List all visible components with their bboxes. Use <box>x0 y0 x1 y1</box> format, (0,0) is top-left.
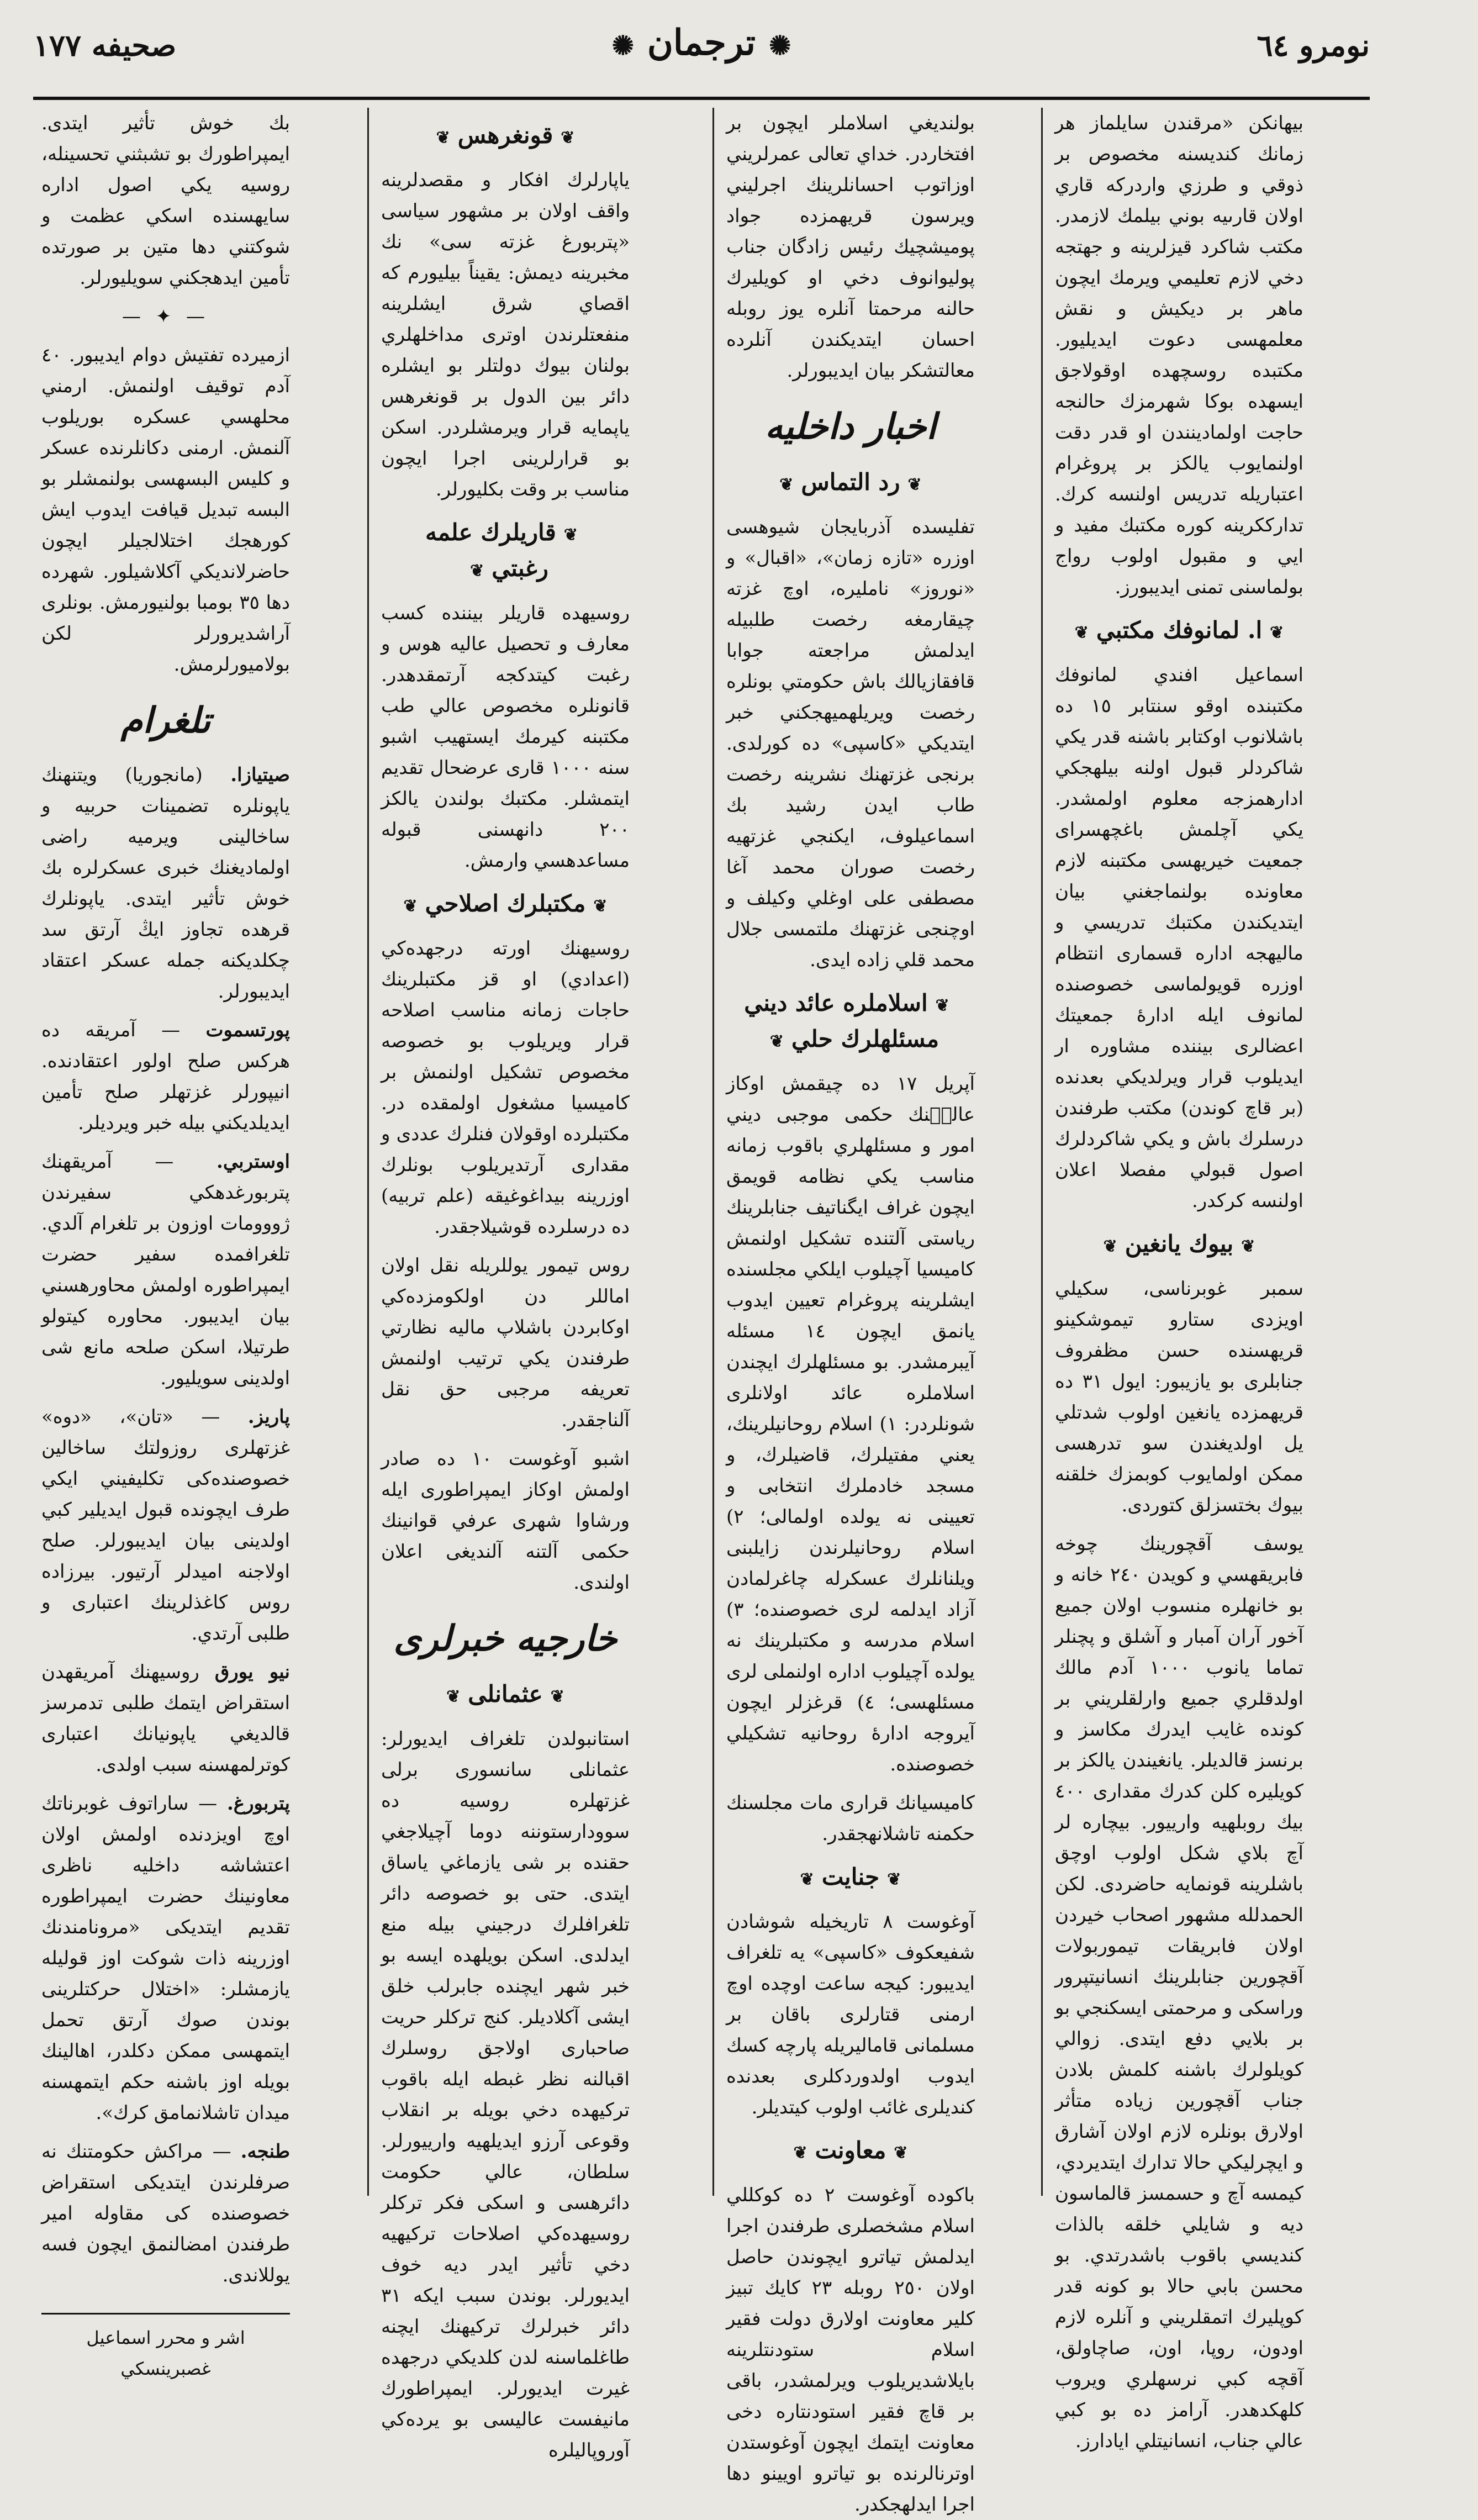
newspaper-title <box>33 22 1370 64</box>
ornament-icon: ❦ <box>769 1032 784 1051</box>
paragraph: پتربورغ. — ساراتوف غوبرناتك اوچ اويزدنده اولمش اولان اعتشاشه داخليه ناظرى معاونينك حضرت ايمپراطوره تقديم ايتديكى «مرونامندنك اوزرينه ذات شوكت اوز قوليله يازمشلر: «اختلال حركتلرينى بوندن صوك آرتق تحمل ايتمهسى ممكن دكلدر، اهالينك بويله اوز باشنه حكم ايتمهسنه ميدان تاشلانمامق كرك». <box>41 1793 291 2124</box>
paragraph: آوغوست ٨ تاريخيله شوشادن شفيعكوف «كاسپى» يه تلغراف ايديبور: كيجه ساعت اوچده اوچ ارمنى قتارلرى باقان بر مسلمانى قاماليريله پارچه كسك ايدوب اولدوردكلرى بعدنده كنديلرى غائب اولوب كيتديلر. <box>726 1911 975 2118</box>
section-heading: ❦قاريلرك علمه رغبتي❦ <box>425 519 578 582</box>
ornament-icon: ❦ <box>1103 1237 1117 1256</box>
ornament-icon: ❦ <box>470 561 484 581</box>
ornament-icon: ❦ <box>894 2143 908 2163</box>
ornament-icon: ❦ <box>561 128 575 147</box>
paragraph: ياپارلرك افكار و مقصدلرينه واقف اولان بر مشهور سياسى «پتربورغ غزته سى» نك مخبرينه ديمش: يقيناً بيليورم كه اقصاي شرق ايشلرينه منفعتلرندن اوترى مداخلهلري بولنان بيوك دولتلر بو ايشلره دائر بين الدول بر قونغرهس ياپمايه قرار ويرمشلردر. اسكن بو قرارلرينى اجرا ايچون مناسب بر وقت بكليورلر. <box>381 169 630 500</box>
paragraph: كاميسيانك قرارى مات مجلسنك حكمنه تاشلانهجقدر. <box>726 1792 975 1845</box>
header-rule <box>33 97 1370 100</box>
paragraph: اسماعيل افندي لمانوفك مكتبنده اوقو سنتابر ١٥ ده باشلانوب اوكتابر باشنه قدر يكي شاكردلر قبول اولنه بيلهجكي ادارهمزجه معلوم اولمشدر. يكي آچلمش باغچهسراى جمعيت خيريهسى مكتبنه لازم معاونده بولنماجغني بيان ايتديكندن مكتبك تدريسي و ماليهجه اداره قسمارى انتظام اوزره قويولماسى خصوصنده لمانوف ايله ادارهٔ جمعيتك اعضالرى بيننده مشاوره ار ايديلوب قرار ويرلديكي بعدنده (بر قاچ كوندن) مكتب طرفندن درسلرك باش و يكي شاكردلرك اصول قبولي مفصلا اعلان اولنسه كركدر. <box>1055 664 1303 1212</box>
dateline: اوستربي. <box>216 1151 290 1173</box>
paragraph: اوستربي. — آمريقهنك پتربورغدهكي سفيرندن ژووومات اوزون بر تلغرام آلدي. تلغرافمده سفير حضرت ايمپراطوره اولمش محاورهسني بيان ايديبور. محاوره كيتولو طرتيلا، اسكن صلحه مانع شى اولدينى سويليور. <box>41 1151 290 1389</box>
column-2 <box>726 108 975 2516</box>
title-text: ترجمان <box>647 22 756 64</box>
paragraph: بولنديغي اسلاملر ايچون بر افتخاردر. خداي تعالى عمرلريني اوزاتوب احسانلرينك اجرليني ويرسون قريهمزده جواد پوميشچيك رئيس زادگان جناب پوليوانوف دخي او كويليرك حالنه مرحمتا آنلره يوز روبله احسان ايتديكندن آنلرده معالتشكر بيان ايديبورلر. <box>726 112 975 382</box>
paragraph: باكوده آوغوست ٢ ده كوكللي اسلام مشخصلرى طرفندن اجرا ايدلمش تياترو ايچوندن حاصل اولان ٢٥٠ روبله ٢٣ كايك تبيز كلير معاونت اولارق دولت فقير اسلام ستودنتلرينه بايلاشديريلوب ويرلمشدر، باقى بر قاچ فقير استودنتاره دخى معاونت ايتمك ايچون آوغوستدن اوترنالرنده بو تياترو اويينو دها اجرا ايدلهجكدر. <box>726 2184 975 2516</box>
paragraph: نيو يورق روسيهنك آمريقهدن استقراض ايتمك طلبى تدمرسز قالديغي ياپونيانك اعتبارى كوترلمهسنه سبب اولدى. <box>41 1661 291 1776</box>
publisher-footer: اشر و محرر اسماعيل غصبرينسكي <box>41 2313 290 2384</box>
ornament-icon: ❦ <box>446 1687 461 1706</box>
dateline: طنجه. <box>240 2141 291 2163</box>
section-title: تلغرام <box>120 700 211 741</box>
paragraph: يوسف آقچورينك چوخه فابريقهسي و كويدن ٢٤٠ خانه و بو خانهلره منسوب اولان جميع آخور آران آمبار و آشلق و پچنلر تماما يانوب ١٠٠٠ آدم مالك اولدقلري جميع وارلقلريني بر كونده غايب ايدرك مكاسز و برنسز قالديلر. يانغيندن يالكز بر كويليره كلن كدرك مقدارى ٤٠٠ بيك روبلهيه وارييور. بيچاره لر آچ بلاي شكل اولوب اوچق باشلرينه قونمايه حاضردى. لكن الحمدلله مشهور اصحاب خيردن اولان فابريقات تيموربولات آقچورين جنابلرينك انسانيتپرور وراسكى و مرحمتى ايسكنجي بو بر بلايي دفع ايتدى. زوالي كويلولرك باشنه كلمش بلادن جناب آقچورين زياده متأثر اولارق بونلره لازم اولان آشارق و ايچرليكي حالا تدارك ايتديردي، كيمسه آچ و حسمسز قالماسون ديه و شايلي خلقه بالذات كنديسي باقوب باشدرتدي. بو محسن بابي حالا بو كونه قدر كوپليرك اتمقلريني و آنلره لازم اودون، روپا، اون، صاچاولق، آقچه كبي نرسهلري ويروب كلهكدهدر. آرامز ده بو كبي عالي جناب، انسانيتلي ايادارز. <box>1055 1533 1303 2452</box>
ornament-icon: ✺ <box>611 30 634 61</box>
paragraph: روس تيمور يوللريله نقل اولان اماللر دن اولكومزده‌كي اوكابردن باشلاپ ماليه نظارتي طرفندن يكي ترتيب اولنمش تعريفه مرجبى حق نقل آلناجقدر. <box>381 1254 630 1431</box>
section-heading: ❦قونغرهس❦ <box>436 122 575 149</box>
section-heading: ❦رد التماس❦ <box>779 468 922 495</box>
paragraph: صيتيازا. (مانجوريا) ويتنهنك ياپونلره تضمينات حربيه و ساخالينى ويرميه راضى اولماديغنك خبرى عسكرلره بك خوش تأثير ايتدى. ياپونلرك قرهده تجاوز ايڭ آرتق سد چكلديكنه جمله عسكر اعتقاد ايديبورلر. <box>41 764 290 1003</box>
section-heading: ❦جنايت❦ <box>800 1863 901 1890</box>
paragraph: اشبو آوغوست ١٠ ده صادر اولمش اوكاز ايمپراطورى ايله ورشاوا شهرى عرفي قوانينك حكمى آلتنه آلنديغى اعلان اولندى. <box>381 1448 630 1594</box>
dateline: نيو يورق <box>214 1661 291 1683</box>
paragraph: ازميرده تفتيش دوام ايديبور. ٤٠ آدم توقيف اولنمش. ارمني محلهسي عسكره بوريلوب آلنمش. ارمنى دكانلرنده عسكر و كليس البسهسى بولنمشلر بو البسه تبديل قيافت ايدوب ايش كورهجك اختلالجيلر ايچون حاضرلانديكي آكلاشيلور. شهرده دها ٣٥ بومبا بولنيورمش. بونلرى آراشديرورلر لكن بولاميورلرمش. <box>41 344 290 676</box>
section-heading: ❦ا. لمانوفك مكتبي❦ <box>1074 616 1284 644</box>
section-heading: ❦اسلاملره عائد ديني مسئلهلرك حلي❦ <box>744 989 949 1052</box>
paragraph: روسيهده قاريلر بيننده كسب معارف و تحصيل عاليه هوس و رغبت كيتدكجه آرتمقدهدر. قانونلره مخصوص عالي طب مكتبنه كيرمك ايستهيب اشبو سنه ١٠٠٠ قارى عرضحال تقديم ايتمشلر. مكتبك بولندن يالكز ٢٠٠ دانهسنى قبوله مساعدهسي وارمش. <box>381 602 630 872</box>
section-heading: ❦مكتبلرك اصلاحي❦ <box>403 890 608 917</box>
ornament-icon: ✺ <box>769 30 791 61</box>
ornament-icon: ❦ <box>403 897 418 916</box>
paragraph: پورتسموت — آمريقه ده هركس صلح اولور اعتقادنده. انيپورلر غزتهلر صلح تأمين ايديلديكني بيله خبر ويرديلر. <box>41 1019 290 1134</box>
ornament-icon: ❦ <box>563 525 578 545</box>
ornament-icon: ❦ <box>1074 623 1089 642</box>
masthead <box>33 22 1370 94</box>
ornament-icon: ❦ <box>436 128 450 147</box>
paragraph: بك خوش تأثير ايتدى. ايمپراطورك بو تشبثني تحسينله، روسيه يكي اصول اداره سايهسنده اسكي عظمت و شوكتني دها متين بر صورتده تأمين ايدهجكني سويليورلر. <box>41 112 290 289</box>
ornament-icon: ❦ <box>1270 623 1284 642</box>
ornament-icon: ❦ <box>907 475 922 494</box>
ornament-icon: ❦ <box>593 897 608 916</box>
paragraph: استانبولدن تلغراف ايديورلر: عثمانلى سانسورى برلى غزتهلره روسيه ده سوودارستوننه دوما آچيلاجغي حقنده بر شى يازماغي ياساق ايتدى. حتى بو خصوصه دائر تلغرافلرك درجيني بيله منع ايدلدى. اسكن بويلهده ايسه بو خبر شهر ايچنده جابرلب خلق ايشى آكلاديلر. كنج تركلر حريت صاحبارى اولاجق روسلرك اقبالنه نظر غبطه ايله باقوب تركيهده دخي بويله بر انقلاب وقوعى آرزو ايديلهيه وارييورلر. سلطان، عالي حكومت دائرهسى و اسكى فكر تركلر روسيهده‌كي اصلاحات تركيهيه دخي تأثير ايدر ديه خوف ايديورلر. بوندن سبب ايكه ٣١ دائر خبرلرك تركيهنك ايچنه طاغلماسنه لدن كلديكي درجهده غيرت ايديورلر. ايمپراطورك مانيفست عاليسى بو يرده‌كي آوروپاليلره <box>381 1728 630 2461</box>
ornament-icon: ❦ <box>793 2143 807 2163</box>
ornament-icon: ❦ <box>550 1687 564 1706</box>
separator: — ✦ — <box>122 305 210 328</box>
paragraph: سمبر غوبرناسى، سكيلي اويزدى ستارو تيموشكينو قريهسنده حسن مظفروف جنابلرى بو يازيبور: ايول ٣١ ده قريهمزده يانغين اولوب شدتلي يل اولديغندن سو تدرهسى ممكن اولمايوب كوبمزك خلقنه بيوك بختسزلق كتوردى. <box>1055 1278 1303 1516</box>
issue-number: نومرو ٦٤ <box>1257 28 1370 63</box>
ornament-icon: ❦ <box>800 1870 814 1889</box>
column-divider <box>367 108 369 2196</box>
ornament-icon: ❦ <box>1241 1237 1255 1256</box>
column-1 <box>1055 108 1303 2452</box>
dateline: صيتيازا. <box>230 764 290 786</box>
column-3 <box>381 108 630 2461</box>
dateline: پورتسموت <box>205 1019 290 1041</box>
paragraph: روسيهنك اورته درجهده‌كي (اعدادي) او قز مكتبلرينك حاجات زمانه مناسب اصلاحه قرار ويريلوب بو خصوصه مخصوص تشكيل اولنمش بر كاميسيا مشغول اولمقده در. مكتبلرده اوقولان فنلرك عددى و مقدارى آرتديريلوب بونلرك اوزرينه بيداغوغيقه (علم تربيه) ده درسلرده قوشيلاجقدر. <box>381 937 630 1238</box>
ornament-icon: ❦ <box>887 1870 901 1889</box>
dateline: پتربورغ. <box>226 1793 291 1815</box>
column-4 <box>41 108 291 2379</box>
dateline: پاريز. <box>247 1406 290 1428</box>
ornament-icon: ❦ <box>779 475 794 494</box>
section-title: اخبار داخليه <box>765 406 936 447</box>
paragraph: تفليسده آذربايجان شيوهسى اوزره «تازه زمان»، «اقبال» و «نوروز» نامليره، اوچ غزته چيقارمغه رخصت طلبيله ايدلمش مراجعته جوابا قافقازيالك باش حكومتي بونلره رخصت ويريلهميهجكني خبر ايتديكي «كاسپى» ده كورلدى. برنجى غزتهنك نشرينه رخصت طاب ايدن رشيد بك اسماعيلوف، ايكنجي غزتهيه رخصت صوران محمد آغا مصطفى على اوغلي وكيلف و اوچنجى غزتهنك ملتمسى جلال محمد قلي زاده ايدى. <box>726 516 975 971</box>
paragraph: آپريل ١٧ ده چيقمش اوكاز عاليٖنك حكمى موجبى ديني امور و مسئلهلري باقوب زمانه مناسب يكي نظامه قويمق ايچون غراف ايگناتيف جنابلرينك رياستى آلتنده تشكيل اولنمش كاميسيا آچيلوب ايلكي مجلسنده ايشلرينه پروغرام تعيين ايدوب يانمق ايچون ١٤ مسئله آيبرمشدر. بو مسئلهلرك ايچندن اسلاملره عائد اولانلرى شونلردر: ١) اسلام روحانيلرينك، يعني مفتيلرك، قاضيلرك، و مسجد خادملرك انتخابى و تعيينى نه يولده اولمالى؛ ٢) اسلام روحانيلرندن زايلبنى ويلنانلرك عسكرله چاغرلمادن آزاد ايدلمه لرى خصوصنده؛ ٣) اسلام مدرسه و مكتبلرينك نه يولده آچيلوب اداره اولنملى لرى مسئلهسى؛ ٤) قرغزلر ايچون آيروجه ادارهٔ روحانيه تشكيلي خصوصنده. <box>726 1073 975 1775</box>
section-heading: ❦بيوك يانغين❦ <box>1103 1230 1255 1257</box>
ornament-icon: ❦ <box>935 996 949 1015</box>
column-divider <box>1041 108 1043 2196</box>
section-heading: ❦معاونت❦ <box>793 2137 908 2164</box>
paragraph: طنجه. — مراكش حكومتنك نه صرفلرندن ايتديكى استقراض خصوصنده كى مقاوله امير طرفندن امضالنمق ايچون فسه يوللاندى. <box>41 2141 291 2286</box>
section-heading: ❦عثمانلى❦ <box>446 1680 564 1707</box>
column-divider <box>712 108 714 2196</box>
section-title: خارجيه خبرلرى <box>393 1618 617 1659</box>
page-number: صحيفه ١٧٧ <box>33 28 177 63</box>
paragraph: پاريز. — «تان»، «دوه» غزتهلرى روزولتك ساخالين خصوصنده‌كى تكليفيني ايكي طرف ايچونده قبول ايديلير كبي اولدينى بيان ايديبورلر. صلح اولاجنه اميدلر آرتيور. بيرزاده روس كاغذلرينك اعتبارى و طلبى آرتدي. <box>41 1406 290 1644</box>
paragraph: بيهانكن «مرقندن سايلماز هر زمانك كنديسنه مخصوص بر ذوقي و طرزي واردركه قاري اولان قارىيه بوني بيلمك لازمدر. مكتب شاكرد قيزلرينه و جهتجه دخي لازم تعليمي ويرمك ايچون ماهر بر ديكيش و نقش معلمهسى دعوت ايديليور. مكتبده روسچهده اوقولاجق ايسهده بوكا شهرمزك حالنجه حاجت اولمادينندن او قدر دقت اولنمايوب يالكز بر پروغرام اعتباريله تدريس اولنسه كرك. تدارككرينه كوره مكتبك مفيد و ايي و مقبول اولوب رواج بولماسنى تمنى ايديبورز. <box>1055 112 1303 598</box>
